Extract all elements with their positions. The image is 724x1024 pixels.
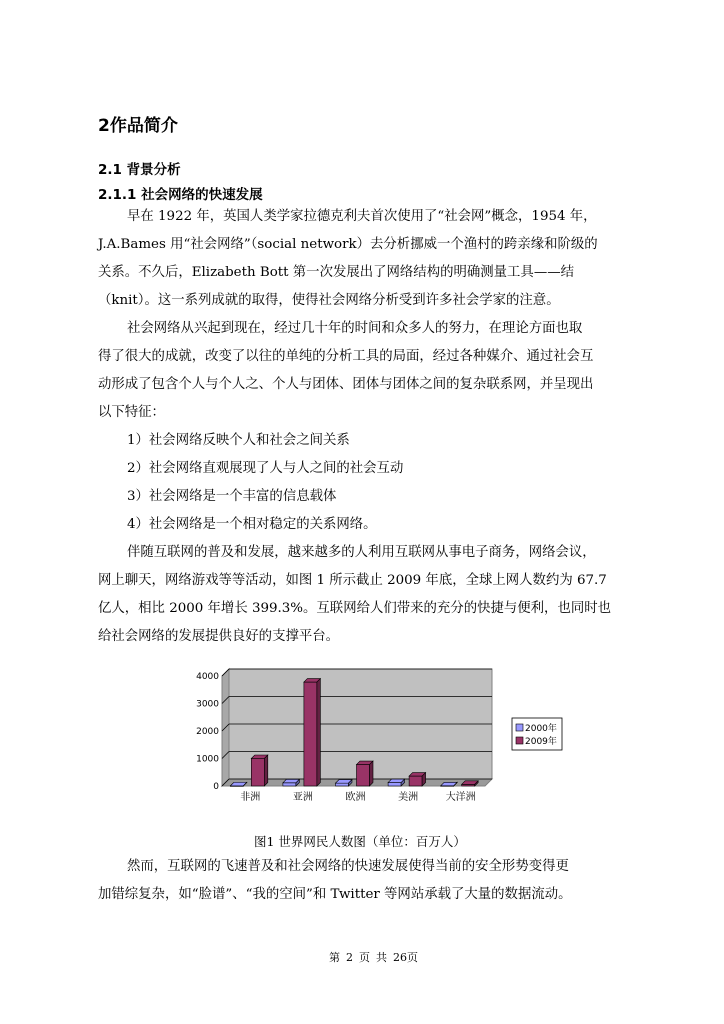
- paragraph-line: 给社会网络的发展提供良好的支撑平台。: [98, 629, 340, 644]
- bar: [304, 682, 317, 786]
- paragraph-line: 社会网络从兴起到现在，经过几十年的时间和众多人的努力，在理论方面也取: [127, 321, 583, 336]
- y-tick-label: 0: [213, 782, 219, 792]
- internet-users-chart: [150, 660, 570, 810]
- list-item: 1）社会网络反映个人和社会之间关系: [127, 433, 350, 448]
- legend-swatch: [516, 737, 523, 744]
- legend-swatch: [516, 724, 523, 731]
- list-item: 3）社会网络是一个丰富的信息载体: [127, 489, 337, 504]
- subsection-title: 2.1 背景分析: [98, 162, 181, 178]
- x-tick-label: 亚洲: [292, 792, 313, 803]
- paragraph-line: 以下特征：: [98, 405, 165, 420]
- paragraph-line: 动形成了包含个人与个人之、个人与团体、团体与团体之间的复杂联系网，并呈现出: [98, 377, 594, 392]
- figure-caption: 图1 世界网民人数图（单位：百万人）: [254, 834, 466, 849]
- bar: [388, 783, 401, 786]
- paragraph-line: （knit）。这一系列成就的取得，使得社会网络分析受到许多社会学家的注意。: [98, 293, 560, 308]
- bar-side: [264, 755, 268, 786]
- footer-gong: 共: [376, 951, 387, 964]
- bar-side: [370, 761, 374, 786]
- paragraph-line: 网上聊天，网络游戏等等活动，如图 1 所示截止 2009 年底，全球上网人数约为 67.7: [98, 573, 607, 588]
- subsubsection-title: 2.1.1 社会网络的快速发展: [98, 187, 263, 203]
- paragraph-line: 亿人，相比 2000 年增长 399.3%。互联网给人们带来的充分的快捷与便利，也同时也: [98, 601, 612, 616]
- footer-di: 第: [329, 951, 340, 964]
- y-tick-label: 1000: [196, 754, 219, 765]
- footer-total-pages: 26页: [393, 951, 418, 964]
- bar: [251, 759, 264, 787]
- paragraph-line: 早在 1922 年，英国人类学家拉德克利夫首次使用了“社会网”概念，1954 年，: [127, 209, 597, 224]
- paragraph-line: 然而，互联网的飞速普及和社会网络的快速发展使得当前的安全形势变得更: [127, 859, 569, 874]
- y-tick-label: 2000: [196, 727, 219, 737]
- paragraph-line: 关系。不久后，Elizabeth Bott 第一次发展出了网络结构的明确测量工具——结: [98, 265, 574, 280]
- x-tick-label: 欧洲: [345, 792, 366, 803]
- x-tick-label: 美洲: [398, 792, 419, 803]
- paragraph-line: J.A.Bames 用“社会网络”（social network）去分析挪威一个渔村的跨亲缘和阶级的: [98, 237, 598, 252]
- list-item: 4）社会网络是一个相对稳定的关系网络。: [127, 517, 377, 532]
- bar: [283, 783, 296, 786]
- paragraph-line: 得了很大的成就，改变了以往的单纯的分析工具的局面，经过各种媒介、通过社会互: [98, 349, 594, 364]
- list-item: 2）社会网络直观展现了人与人之间的社会互动: [127, 461, 404, 476]
- bar-side: [317, 679, 321, 786]
- page-footer: [326, 949, 421, 965]
- paragraph-line: 加错综复杂，如“脸谱”、“我的空间”和 Twitter 等网站承载了大量的数据流动。: [98, 887, 572, 902]
- x-tick-label: 大洋洲: [445, 792, 476, 803]
- footer-page-number: 2: [346, 951, 353, 964]
- bar: [336, 783, 349, 786]
- bar: [409, 776, 422, 786]
- legend-label: 2000年: [525, 724, 557, 734]
- bar: [357, 765, 370, 786]
- footer-ye: 页: [359, 951, 370, 964]
- legend-label: 2009年: [525, 737, 557, 747]
- paragraph-line: 伴随互联网的普及和发展，越来越多的人利用互联网从事电子商务，网络会议，: [127, 545, 596, 560]
- x-tick-label: 非洲: [240, 792, 261, 803]
- section-title: 2作品简介: [98, 116, 178, 136]
- y-tick-label: 3000: [196, 699, 219, 710]
- y-tick-label: 4000: [196, 672, 219, 682]
